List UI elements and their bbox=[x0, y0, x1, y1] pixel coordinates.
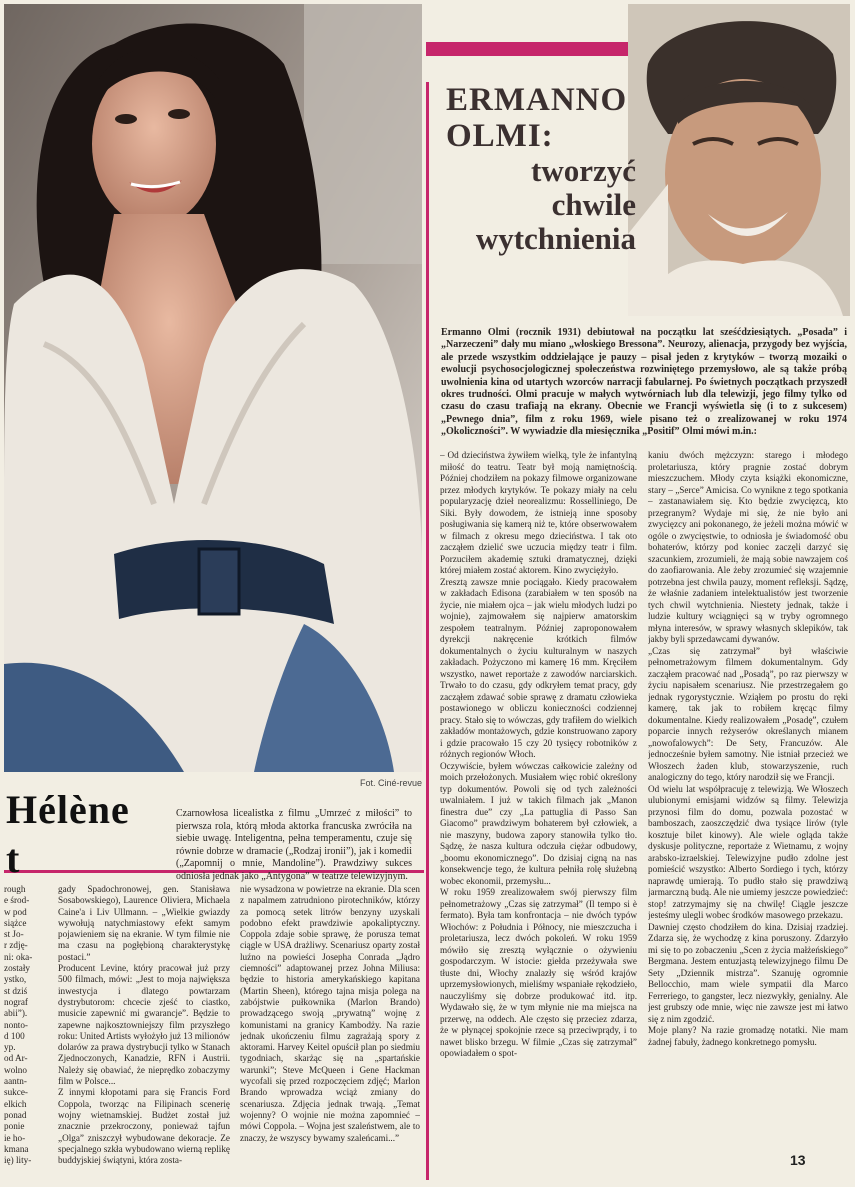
page-number: 13 bbox=[790, 1152, 806, 1168]
accent-bar-top bbox=[426, 42, 628, 56]
sidebar-column-fragment: rough e środ- w pod siążce st Jo- r zdję- ni: oka- zostały ystko, st dziś nograf abii”). nonto- d 100 yp. od Ar- wolno aantn- sukce- elkich ponad ponie ie ho- kmana ię) lity- bbox=[4, 884, 33, 1166]
article-lead: Ermanno Olmi (rocznik 1931) debiutował na początku lat sześćdziesiątych. „Posada” i „Narzeczeni” dały mu miano „włoskiego Bressona”. Neurozy, alienacja, przygody bez wyjścia, ale przede wszystkim oddzielające je pauzy – pisał jeden z krytyków – tworzą mozaiki o ewolucji psychosocjologicznej społeczeństwa rozwiniętego przemysłowo, ale są także próbą uwolnienia kina od utartych wzorców narracji fabularnej. Po świetnych początkach przyszedł okres trudności. Olmi pracuje w małych wytwórniach lub dla telewizji, jego filmy tylko od czasu do czasu trafiają na ekrany. Obecnie we Francji wyświetla się (i to z sukcesem) „Pewnego dnia”, film z roku 1969, wiele pisano też o zrealizowanej w roku 1974 „Okoliczności”. W wywiadzie dla miesięcznika „Positif” Olmi mówi m.in.: bbox=[441, 327, 847, 438]
photo-credit: Fot. Ciné-revue bbox=[360, 778, 423, 788]
actress-name-heading: Hélène bbox=[6, 787, 130, 832]
actress-photo bbox=[4, 4, 422, 772]
actress-name-heading-cont: t bbox=[6, 836, 20, 881]
article-title-line1: ERMANNO bbox=[446, 82, 628, 118]
actress-caption: Czarnowłosa licealistka z filmu „Umrzeć z miłości” to pierwsza rola, którą młoda aktorka francuska zwróciła na siebie uwagę. Inteligentna, pełna temperamentu, czuje się równie dobrze w dramacie („Rodzaj ironii”), jak i komedii („Zapomnij o mnie, Mandoline”). Prawdziwy sukces odniosła jednak jako „Antygona” w teatrze telewizyjnym. bbox=[176, 808, 412, 882]
sidebar-column-a: gady Spadochronowej, gen. Stanisława Sosabowskiego), Laurence Oliviera, Michaela Caine'a i Liv Ullmann. – „Wielkie gwiazdy wywołują natychmiastowy efekt samym pojawieniem się na ekranie. W tym filmie nie ma czasu na pogłębioną charakterystykę postaci.” Producent Levine, który pracował już przy 500 filmach, mówi: „Jest to moja największa inwestycja i dlatego powtarzam dystrybutorom: chcecie zjeść to ciastko, musicie zapewnić mi gwarancje”. Będzie to zapewne najkosztowniejszy film przyszłego roku: United Artists wyłożyło już 13 milionów dolarów za prawa dystrybucji tylko w Stanach Zjednoczonych, Kanadzie, RFN i Austrii. Należy się obawiać, że nieprędko zobaczymy film w Polsce... Z innymi kłopotami para się Francis Ford Coppola, tworząc na Filipinach scenerię wojny wietnamskiej. Budżet został już znacznie przekroczony, ponieważ tajfun „Olga” zniszczył wybudowane dekoracje. Ze specjalnego szkła wybudowano wierną replikę buddyjskiej świątyni, która zosta- bbox=[58, 884, 230, 1166]
article-subtitle-line2: chwile bbox=[551, 187, 636, 222]
sidebar-column-b: nie wysadzona w powietrze na ekranie. Dla scen z napalmem zatrudniono pirotechników, którzy za pomocą setek litrów benzyny uzyskali podobno efekt prawdziwie apokaliptyczny. Coppola zdaje sobie sprawę, że porusza temat ciągle w USA drażliwy. Scenariusz oparty został luźno na powieści Josepha Conrada „Jądro ciemności” adaptowanej przez Johna Miliusa: będzie to historia amerykańskiego kapitana (Martin Sheen), którego tajna misja polega na zabójstwie pułkownika (Marlon Brando) prowadzącego swoją „prywatną” wojnę z komunistami na granicy Kambodży. Na razie jednak ukończeniu filmu zagrażają spory z aktorami. Harvey Keitel opuścił plan po siedmiu tygodniach, skarżąc się na „spartańskie warunki”; Steve McQueen i Gene Hackman wycofali się przed rozpoczęciem zdjęć; Marlon Brando wprowadza wciąż zmiany do scenariusza. Zdjęcia jednak trwają. „Temat wojenny? O wojnie nie można zapomnieć – mówi Coppola. – Wojna jest szaleństwem, ale to znaczy, że wszyscy bywamy szaleńcami...” bbox=[240, 884, 420, 1143]
actress-photo-illustration bbox=[4, 4, 422, 772]
article-title-block bbox=[438, 82, 636, 312]
olmi-portrait-photo bbox=[628, 4, 850, 316]
article-subtitle-line1: tworzyć bbox=[531, 153, 636, 188]
article-column-2: kaniu dwóch mężczyzn: starego i młodego proletariusza, który pragnie zostać dobrym mieszczuchem. Młody czyta książki ekonomiczne, stary – „Serce” Amicisa. Co wynikne z tego spotkania – zastanawiałem się. Kto będzie zwycięzcą, kto przegranym? Wydaje mi się, że nie było ani zwycięzcy ani pokonanego, że jeżeli można mówić w ogóle o zwycięstwie, to odniosła je świadomość obu bohaterów, którzy pod koniec zaczęli darzyć się szacunkiem, zrozumieli, że mają sobie nawzajem coś do zaofiarowania. Ale żeby zrozumieć się wzajemnie potrzebna jest chwila pauzy, moment refleksji. Sądzę, że właśnie zadaniem intelektualistów jest tworzenie tych chwil wytchnienia. Niestety jednak, także i ludzie kultury wciągnięci są w tryby ogromnego młyna interesów, w sprawy własnych sklepików, tak jakby byli sprzedawcami dywanów. „Czas się zatrzymał” był właściwie pełnometrażowym filmem dokumentalnym. Gdy zacząłem pracować nad „Posadą”, po raz pierwszy w życiu napisałem scenariusz. Nie przestrzegałem go jednak rygorystycznie. Wziąłem po prostu do ręki kamerę, tak jak to robiłem kręcąc filmy dokumentalne. Kiedy realizowałem „Posadę”, czułem poparcie innych reżyserów określanych mianem „nowofalowych”: De Sety, Francuzów. Ale jednocześnie byłem samotny. Nie istniał przecież we Włoszech żaden klub, stowarzyszenie, ruch analogiczny do tego, który narodził się we Francji. Od wielu lat współpracuję z telewizją. We Włoszech ulubionymi emisjami widzów są filmy. Telewizja przynosi film do domu, pozwala pozostać w bamboszach, zaoszczędzić dwa tysiące lirów (tyle kosztuje bilet kinowy). Ale wiele ogląda także dyskusje polityczne, reportaże z Wietnamu, z wojny arabsko-izraelskiej. Telewizyjne pudło zdolne jest pomieścić wszystko: Alberto Sordiego i tych, którzy naprawdę umierają. To pudło stało się prawdziwą jarmarczną budą. Ale nie umiemy jeszcze powiedzieć: stop! zatrzymajmy się na chwilę! Ciągle jeszcze jesteśmy ulegli wobec środków masowego przekazu. Dawniej często chodziłem do kina. Dzisiaj rzadziej. Zdarza się, że wychodzę z kina poruszony. Zdarzyło mi się to po zobaczeniu „Scen z życia małżeńskiego” Bergmana. Jestem entuzjastą telewizyjnego filmu De Sety „Dziennik mistrza”. Szanuję ogromnie Bellocchio, mam wiele sympatii dla Marco Ferreriego, to gangster, lecz niezwykły, genialny. Ale jest grubszy ode mnie, więc nie zawsze jest mi łatwo się z nim zgodzić. Moje plany? Na razie gromadzę notatki. Nie mam żadnej fabuły, żadnego konkretnego pomysłu. bbox=[648, 450, 848, 1047]
article-title-line2: OLMI: bbox=[446, 118, 554, 154]
article-subtitle-line3: wytchnienia bbox=[475, 221, 636, 256]
olmi-portrait-illustration bbox=[628, 4, 850, 316]
accent-bar-column-divider bbox=[426, 82, 429, 1180]
article-column-1: – Od dzieciństwa żywiłem wielką, tyle że infantylną miłość do teatru. Teatr był moją namiętnością. Później chodziłem na pokazy filmowe organizowane przez młodych krytyków. Te pokazy miały na celu popularyzację dzieł neorealizmu: Rosselliniego, De Siki. Były dowodem, że istnieją inne sposoby posługiwania się kamerą niż te, które obserwowałem w filmach z okresu mego dzieciństwa. I tak oto zacząłem dzielić swe uczucia między teatr i film. Porzuciłem akademię sztuki dramatycznej, dzięki której miałem zostać aktorem. Kino zwyciężyło. Zresztą zawsze mnie pociągało. Kiedy pracowałem w zakładach Edisona (zarabiałem w ten sposób na życie, nie miałem ojca – jak wielu młodych ludzi po wojnie), zajmowałem się najpierw amatorskim zespołem teatralnym. Później zaproponowałem dyrekcji nakręcenie krótkich filmów dokumentalnych o życiu kulturalnym w naszych zakładach. Pożyczono mi kamerę 16 mm. Kręciłem wszystko, nawet reportaże z zawodów narciarskich. Trwało to do czasu, gdy odkryłem temat pracy, gdy zacząłem zdawać sobie sprawę z dramatu człowieka postawionego w obliczu konieczności codziennej pracy. Stało się to wówczas, gdy trafiłem do wielkich zakładów montażowych, gdzie konstruowano zapory i gdzie pracowało 15 czy 20 tysięcy robotników z różnych regionów Włoch. Oczywiście, byłem wówczas całkowicie zależny od moich przełożonych. Musiałem więc robić określony typ dokumentów. Powoli się od tych zależności uwalniałem. I już w takich filmach jak „Manon finestra due” czy „La pattuglia di Passo San Giacomo” prawdziwym bohaterem był człowiek, a nie maszyny, budowa zapory stanowiła tylko tło. Sądzę, że nasza kultura odczuła ciężar odbudowy, „boomu ekonomicznego”. Do dzisiaj cigną na nas konsekwencje tego, że kultura pełniła rolę służebną wobec ekonomii, przemysłu... W roku 1959 zrealizowałem swój pierwszy film pełnometrażowy „Czas się zatrzymał” (Il tempo si è fermato). Była tam konfrontacja – nie dwóch typów Włochów: z Południa i Północy, nie mieszczucha i proletariusza, lecz dwóch pokoleń. W roku 1959 mówiło się zresztą wyłącznie o ożywieniu gospodarczym. W istocie: giełda przeżywała swe tłuste dni, Włochy znalazły się wśród krajów uprzemysłowionych, mieliśmy wspaniałe rękodzieło, nauczyliśmy się dobrze produkować itd. itp. Wydawało się, że w tym młynie nie ma miejsca na przerwę, na oddech. Ale często się przeciez zdarza, że w płynącej spokojnie rzece są przeciwprądy, i to nawet blisko brzegu. W filmie „Czas się zatrzymał” opowiadałem o spot- bbox=[440, 450, 637, 1058]
